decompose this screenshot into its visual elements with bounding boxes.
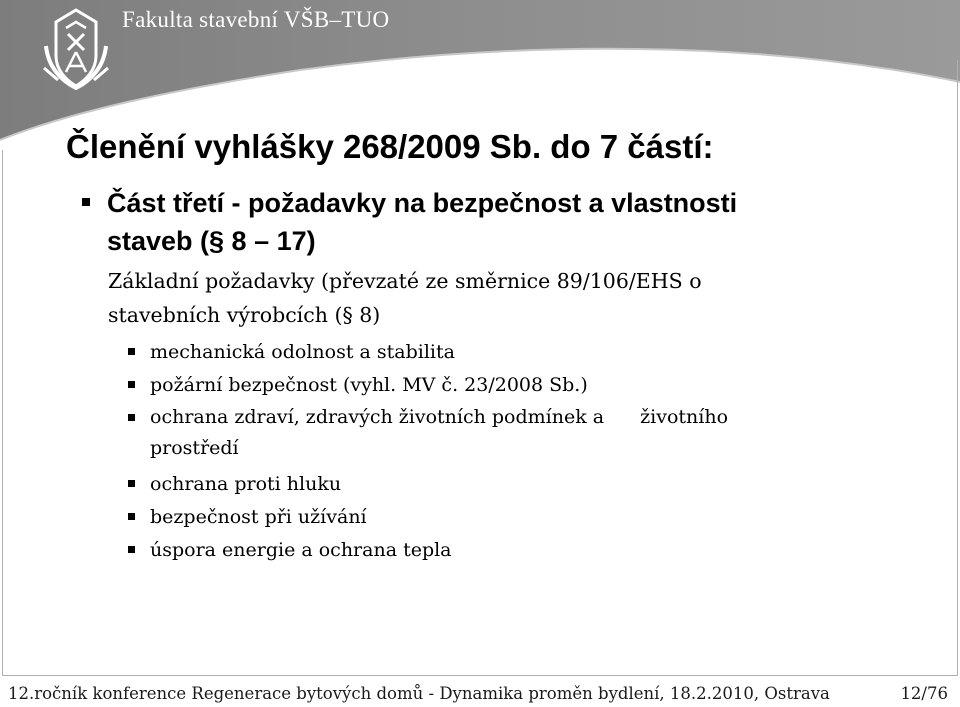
basic-requirements-text (108, 264, 908, 332)
part-three-line (80, 184, 940, 222)
faculty-crest-icon (36, 6, 116, 90)
list-item (128, 369, 918, 402)
page-number: 12/76 (900, 684, 948, 703)
requirements-list (128, 336, 918, 567)
square-bullet-icon (128, 348, 135, 355)
requirement-text: požární bezpečnost (vyhl. MV č. 23/2008 Sb.) (150, 374, 588, 396)
requirement-text: ochrana proti hluku (150, 473, 342, 495)
square-bullet-icon (128, 414, 135, 421)
part-three-text-line2: staveb (§ 8 – 17) (107, 226, 316, 256)
list-item (128, 336, 918, 369)
square-bullet-icon (128, 381, 135, 388)
basic-requirements-line2: stavebních výrobcích (§ 8) (108, 303, 381, 327)
list-item (128, 468, 918, 501)
part-three-text-line1: Část třetí - požadavky na bezpečnost a vlastnosti (107, 188, 738, 218)
list-item (128, 402, 918, 464)
faculty-name: Fakulta stavební VŠB–TUO (122, 7, 390, 32)
requirement-text: úspora energie a ochrana tepla (150, 539, 452, 561)
square-bullet-icon (128, 480, 135, 487)
square-bullet-icon (128, 513, 135, 520)
frame-bottom-border (2, 675, 958, 676)
frame-right-border (957, 60, 958, 675)
list-item (128, 534, 918, 567)
part-three-heading (80, 184, 940, 260)
frame-left-border (2, 150, 3, 675)
square-bullet-icon (82, 198, 90, 206)
square-bullet-icon (128, 546, 135, 553)
requirement-text-part1: ochrana zdraví, zdravých životních podmínek a (150, 406, 605, 428)
requirement-text: mechanická odolnost a stabilita (150, 341, 455, 363)
basic-requirements-line1: Základní požadavky (převzaté ze směrnice 89/106/EHS o (108, 269, 702, 293)
requirement-text-part2: životního (640, 406, 729, 428)
requirement-text-part3: prostředí (150, 437, 239, 459)
part-three-line (80, 222, 940, 260)
footer-conference-text: 12.ročník konference Regenerace bytových domů - Dynamika proměn bydlení, 18.2.2010, Ostrava (8, 684, 830, 703)
requirement-text: bezpečnost při užívání (150, 506, 367, 528)
slide-title: Členění vyhlášky 268/2009 Sb. do 7 částí: (66, 128, 714, 165)
list-item (128, 501, 918, 534)
